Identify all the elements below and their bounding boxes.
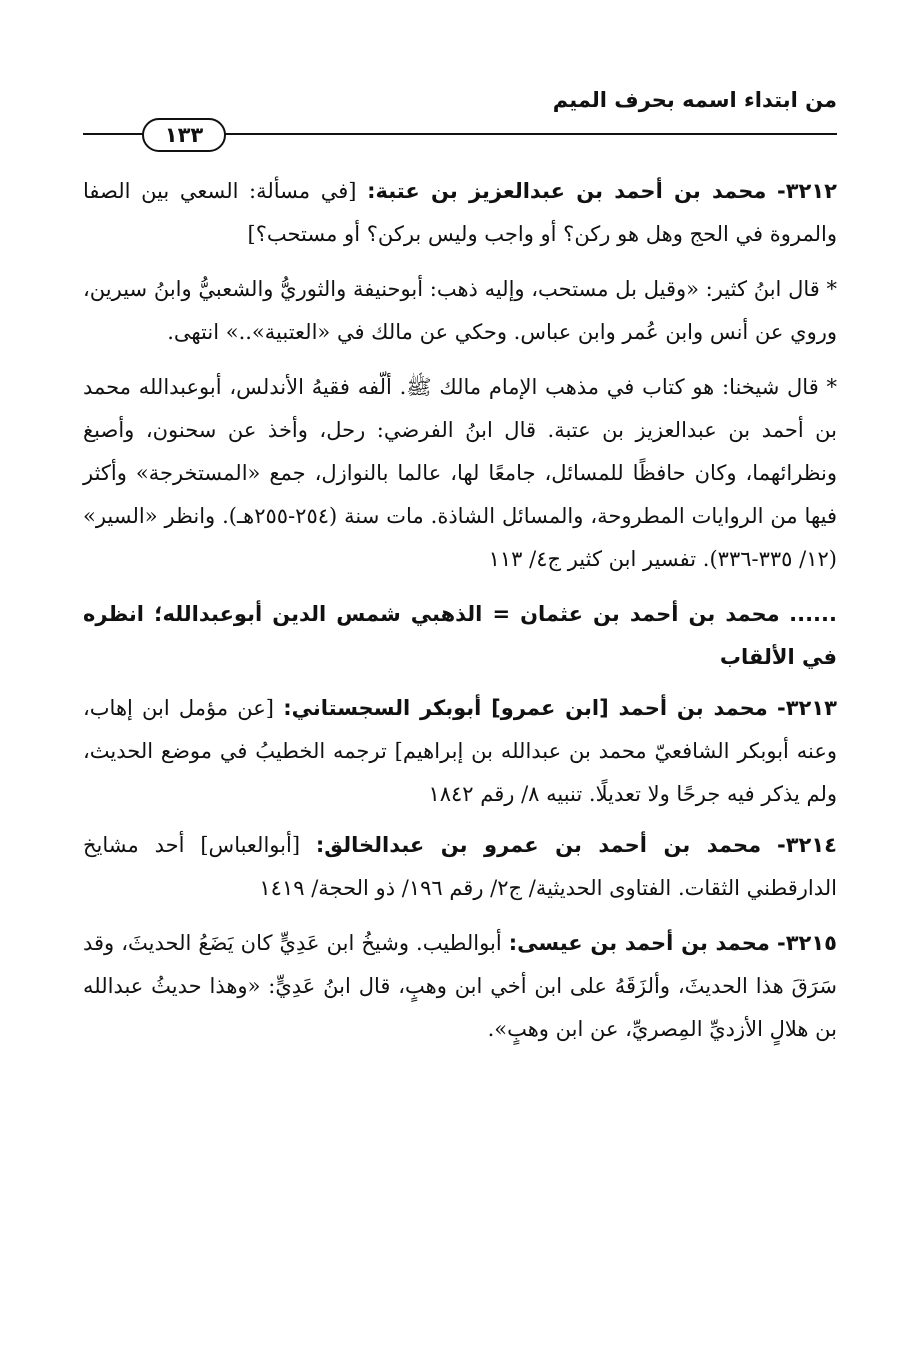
entry-name: محمد بن أحمد [ابن عمرو] أبوبكر السجستاني: <box>283 696 768 720</box>
entry-name: محمد بن أحمد بن عمرو بن عبدالخالق: <box>315 833 762 857</box>
running-header: من ابتداء اسمه بحرف الميم <box>552 88 837 112</box>
paragraph-text: * قال شيخنا: هو كتاب في مذهب الإمام مالك ﷺ. ألّفه فقيهُ الأندلس، أبوعبدالله محمد بن أحمد بن عبدالعزيز بن عتبة. قال ابنُ الفرضي: رحل، وأخذ عن سحنون، وأصبغ ونظرائهما، وكان حافظًا للمسائل، جامعًا لها، عالما بالنوازل، جمع «المستخرجة» وأكثر فيها من الروايات المطروحة، والمسائل الشاذة. مات سنة (٢٥٤-٢٥٥هـ). وانظر «السير» (١٢/ ٣٣٥-٣٣٦). تفسير ابن كثير ج٤/ ١١٣ <box>83 375 838 571</box>
page-number: ١٣٣ <box>142 118 226 152</box>
entry-number: ٣٢١٢- <box>776 179 837 203</box>
entry-3213 <box>83 687 837 816</box>
entry-3215 <box>83 922 837 1051</box>
entry-name: محمد بن أحمد بن عيسى: <box>508 931 770 955</box>
entry-3212 <box>83 170 837 256</box>
entry-name: محمد بن أحمد بن عبدالعزيز بن عتبة: <box>367 179 767 203</box>
note-shaykh <box>83 366 837 581</box>
entry-text: [أبوالعباس] أحد مشايخ الدارقطني الثقات. الفتاوى الحديثية/ ج٢/ رقم ١٩٦/ ذو الحجة/ ١٤١٩ <box>83 833 837 900</box>
cross-reference <box>83 593 837 679</box>
quote-ibn-kathir <box>83 268 837 354</box>
page-body <box>83 170 837 1063</box>
entry-3214 <box>83 824 837 910</box>
entry-text: [في مسألة: السعي بين الصفا والمروة في الحج وهل هو ركن؟ أو واجب وليس بركن؟ أو مستحب؟] <box>83 179 837 246</box>
entry-name: محمد بن أحمد بن عثمان = الذهبي شمس الدين أبوعبدالله؛ انظره في الألقاب <box>83 602 837 669</box>
paragraph-text: * قال ابنُ كثير: «وقيل بل مستحب، وإليه ذهب: أبوحنيفة والثوريُّ والشعبيُّ وابنُ سيرين، وروي عن أنس وابن عُمر وابن عباس. وحكي عن مالك في «العتبية»..» انتهى. <box>83 277 837 344</box>
entry-number: ٣٢١٣- <box>777 696 837 720</box>
entry-number: ...... <box>789 602 837 626</box>
entry-text: [عن مؤمل ابن إهاب، وعنه أبوبكر الشافعيّ محمد بن عبدالله بن إبراهيم] ترجمه الخطيبُ في موضع الحديث، ولم يذكر فيه جرحًا ولا تعديلًا. تنبيه ٨/ رقم ١٨٤٢ <box>83 696 837 806</box>
entry-number: ٣٢١٥- <box>776 931 837 955</box>
entry-text: أبوالطيب. وشيخُ ابن عَدِيٍّ كان يَضَعُ الحديثَ، وقد سَرَقَ هذا الحديثَ، وألزَقَهُ على ابن أخي ابن وهبٍ، قال ابنُ عَدِيٍّ: «وهذا حديثُ عبدالله بن هلالٍ الأزديِّ المِصريِّ، عن ابن وهبٍ». <box>83 931 837 1041</box>
entry-number: ٣٢١٤- <box>776 833 837 857</box>
